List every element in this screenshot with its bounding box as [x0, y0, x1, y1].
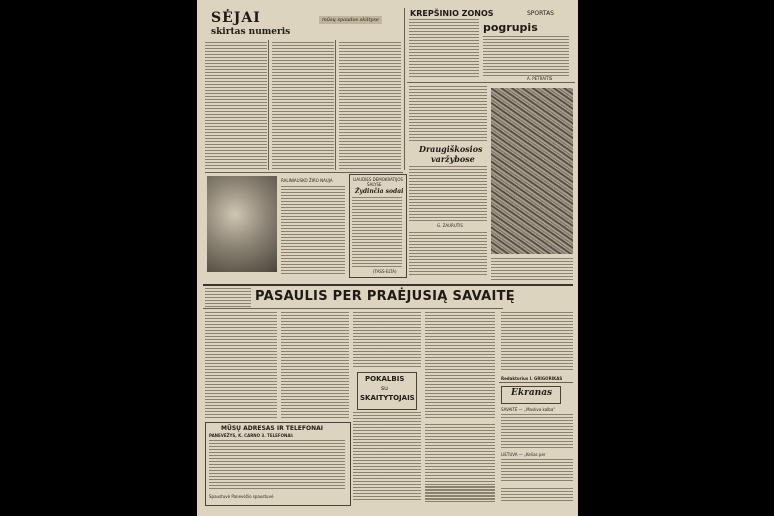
cinema-text	[501, 414, 573, 450]
box-label-1: LIAUDIES DEMOKRATIJOS	[353, 177, 404, 182]
scan-border-right	[578, 0, 774, 516]
text-col-2	[272, 42, 334, 170]
photo-caption-label: RALINIAUSKO ŽIRO NAUJA	[281, 178, 333, 183]
main-col-3b	[353, 412, 421, 502]
sport-text-5	[409, 232, 487, 276]
main-col-5	[501, 312, 573, 372]
box-label-2: ŠALYSE	[367, 182, 382, 187]
section-rule	[499, 382, 573, 383]
headline-rule-bottom	[203, 308, 503, 309]
lead-text	[205, 288, 251, 308]
headline-rule-top	[203, 284, 573, 286]
title-seja: SĖJAI	[211, 10, 261, 26]
press-note: Spaustuvė Panevėžio spaustuvė	[209, 494, 274, 499]
title-varzybose: varžybose	[431, 154, 475, 164]
section-sportas: SPORTAS	[527, 10, 554, 17]
col-rule	[335, 40, 336, 170]
sport-text-1	[409, 19, 479, 79]
header-krepsinio: KREPŠINIO ZONOS	[410, 9, 494, 18]
byline-petraitis: A. PETRAITIS	[527, 76, 553, 81]
caption-text	[281, 186, 345, 276]
box-title: Žydinčia sodai	[355, 188, 404, 195]
cinema-text-2	[501, 459, 573, 483]
bottom-text-right	[501, 488, 573, 502]
photo-caption-right	[491, 258, 573, 280]
cinema-line-2: LIETUVA — „Kelias per	[501, 452, 546, 457]
address-title: MŪSŲ ADRESAS IR TELEFONAI	[221, 425, 323, 432]
sport-text-3	[409, 86, 487, 142]
col-rule	[268, 40, 269, 170]
box-source: (TASS-ELTA)	[373, 269, 397, 274]
text-col-1	[205, 42, 267, 170]
subhead-pogrupis: pogrupis	[483, 21, 538, 34]
author-zaurutis: G. ZAURUTIS	[437, 223, 463, 228]
title-draugiskosios: Draugiškosios	[419, 144, 483, 154]
newspaper-page	[197, 0, 578, 516]
photo-basketball-crowd	[491, 88, 573, 254]
main-col-3	[353, 312, 421, 368]
text-col-3	[339, 42, 401, 170]
cinema-line-1: SAVAITĖ — „Maskva kalba“	[501, 407, 556, 412]
sport-text-4	[409, 166, 487, 222]
main-col-2	[281, 312, 349, 420]
sport-text-2	[483, 36, 569, 76]
scan-border-left	[0, 0, 197, 516]
editor-label: Redaktorius I. GRIGORIKAS	[501, 376, 563, 381]
address-text	[209, 440, 345, 490]
pokalbis-2: su	[381, 385, 388, 392]
section-rule	[407, 82, 575, 83]
col-rule	[404, 8, 405, 170]
section-rule	[205, 172, 403, 173]
main-col-1	[205, 312, 277, 420]
title-numeris: skirtas numeris	[211, 27, 291, 37]
box-text	[352, 197, 402, 267]
main-headline: PASAULIS PER PRAĖJUSIĄ SAVAITĘ	[255, 289, 515, 304]
bottom-text	[425, 486, 495, 502]
main-col-4	[425, 312, 495, 420]
tagline-spaudos: mūsų spaudos skiltyse	[319, 16, 382, 24]
pokalbis-3: SKAITYTOJAIS	[360, 394, 415, 402]
photo-two-girls	[207, 176, 277, 272]
pokalbis-1: POKALBIS	[365, 375, 405, 383]
cinema-title: Ekranas	[511, 388, 553, 398]
address-sub: PANEVĖŽYS, K. CARNO 3. TELEFONAI:	[209, 433, 294, 438]
